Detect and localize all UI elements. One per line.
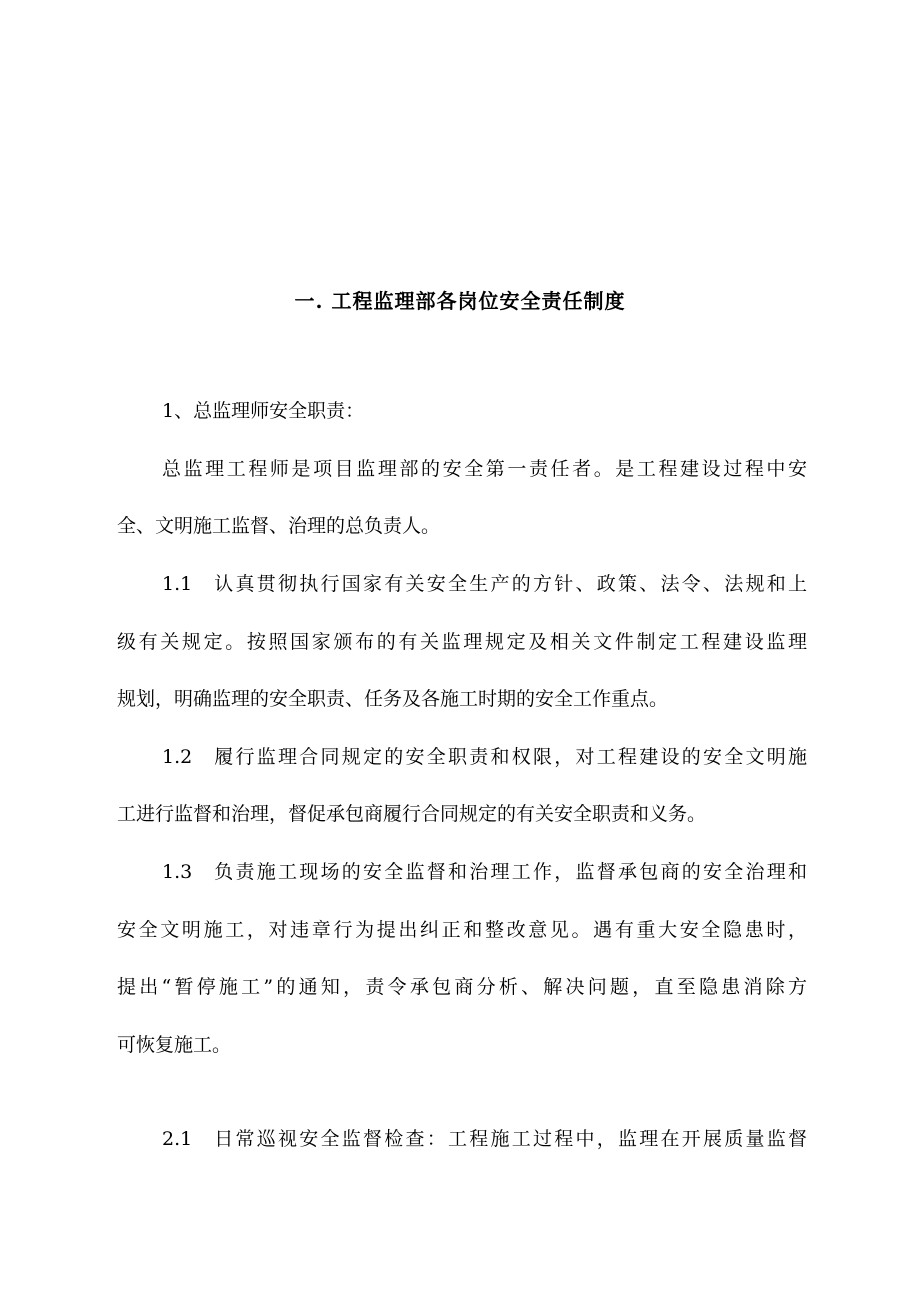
document-title: 一. 工程监理部各岗位安全责任制度 — [294, 289, 626, 313]
item-text: 日常巡视安全监督检查：工程施工过程中，监理在开展质量监督 — [212, 1128, 807, 1150]
item-2-1-line-1 — [162, 1124, 807, 1154]
item-1-3-line-2: 安全文明施工，对违章行为提出纠正和整改意见。遇有重大安全隐患时， — [117, 919, 807, 941]
item-text: 认真贯彻执行国家有关安全生产的方针、政策、法令、法规和上 — [212, 573, 807, 595]
item-text: 履行监理合同规定的安全职责和权限，对工程建设的安全文明施 — [212, 746, 807, 768]
item-1-1-line-3: 规划，明确监理的安全职责、任务及各施工时期的安全工作重点。 — [117, 688, 669, 710]
item-1-3-line-4: 可恢复施工。 — [117, 1034, 232, 1056]
item-1-2-line-2: 工进行监督和治理，督促承包商履行合同规定的有关安全职责和义务。 — [117, 803, 707, 825]
intro-line-1: 总监理工程师是项目监理部的安全第一责任者。是工程建设过程中安 — [162, 458, 807, 480]
item-1-3-line-3: 提出“暂停施工”的通知，责令承包商分析、解决问题，直至隐患消除方 — [117, 976, 807, 998]
item-number: 1.3 — [162, 861, 193, 883]
item-number: 1.2 — [162, 746, 193, 768]
item-number: 1.1 — [162, 573, 193, 595]
intro-line-2: 全、文明施工监督、治理的总负责人。 — [117, 515, 441, 537]
item-1-2-line-1 — [162, 742, 807, 772]
section-heading: 1、总监理师安全职责： — [162, 400, 365, 422]
item-number: 2.1 — [162, 1128, 193, 1150]
item-1-3-line-1 — [162, 857, 807, 887]
item-1-1-line-1 — [162, 569, 807, 599]
item-text: 负责施工现场的安全监督和治理工作，监督承包商的安全治理和 — [212, 861, 807, 883]
item-1-1-line-2: 级有关规定。按照国家颁布的有关监理规定及相关文件制定工程建设监理 — [117, 631, 807, 653]
